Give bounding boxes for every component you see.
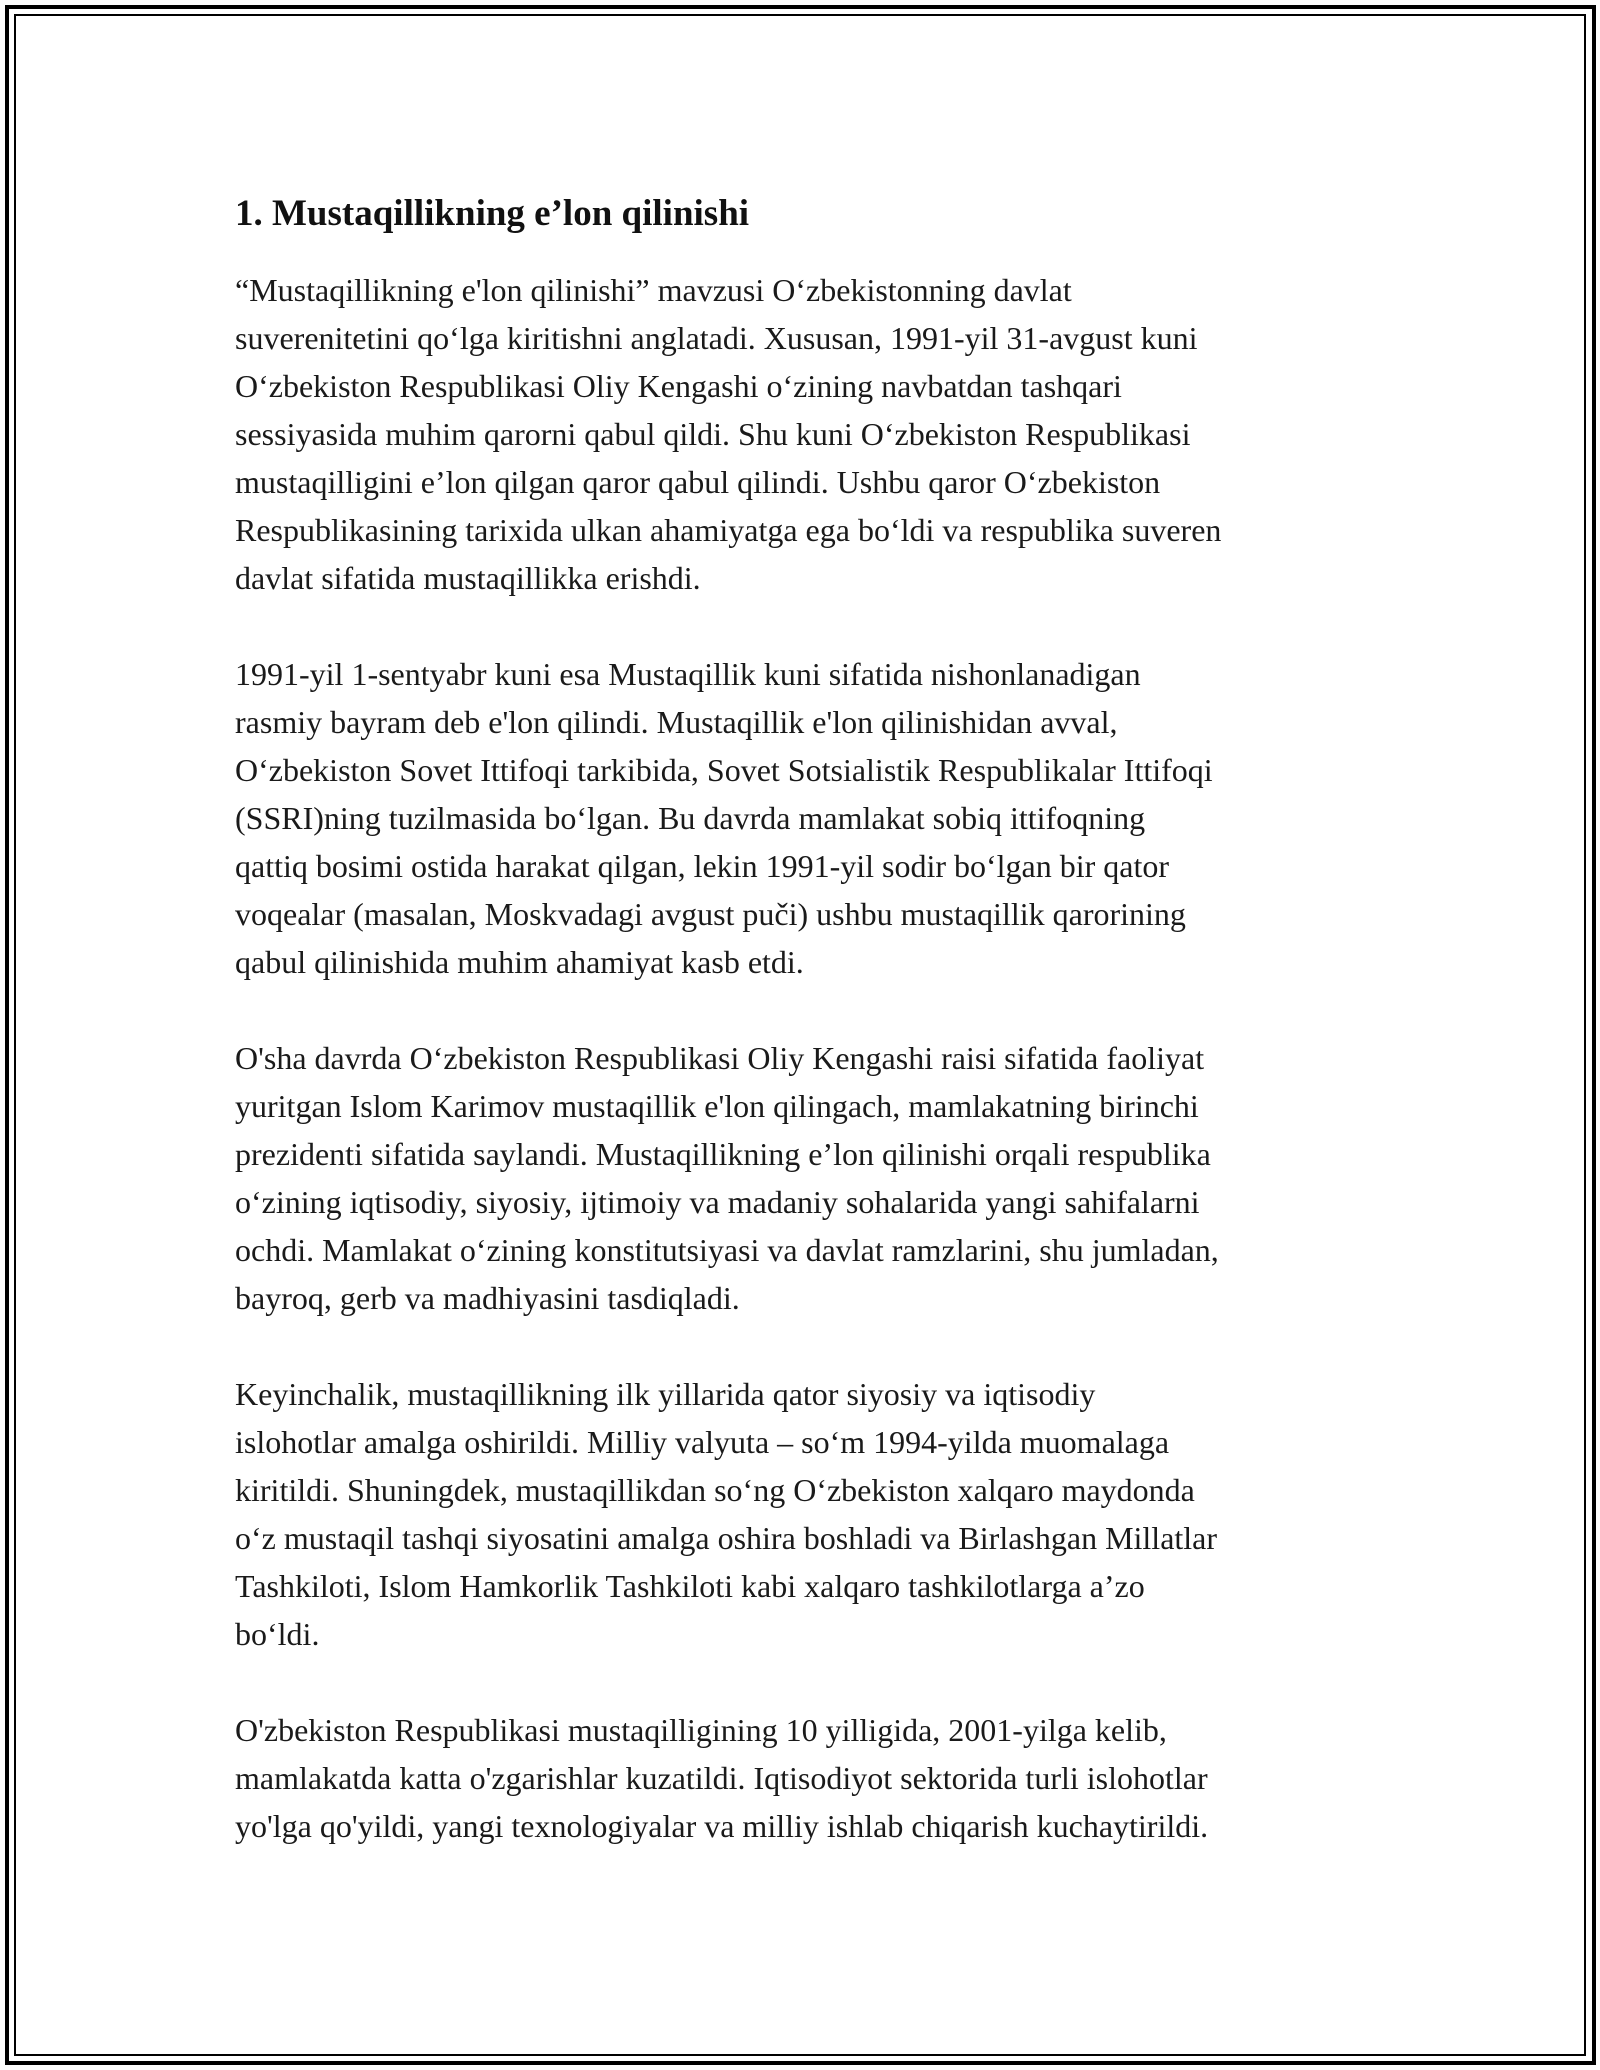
- paragraph-line: O'zbekiston Respublikasi mustaqilligining 10 yilligida, 2001-yilga kelib,: [235, 1712, 1167, 1748]
- paragraph-line: voqealar (masalan, Moskvadagi avgust puči) ushbu mustaqillik qarorining: [235, 896, 1186, 932]
- paragraph-line: O'sha davrda O‘zbekiston Respublikasi Oliy Kengashi raisi sifatida faoliyat: [235, 1040, 1205, 1076]
- document-body: [235, 190, 1375, 1898]
- paragraph-line: mamlakatda katta o'zgarishlar kuzatildi. Iqtisodiyot sektorida turli islohotlar: [235, 1760, 1208, 1796]
- paragraph-line: 1991-yil 1-sentyabr kuni esa Mustaqillik kuni sifatida nishonlanadigan: [235, 656, 1141, 692]
- paragraph-line: islohotlar amalga oshirildi. Milliy valyuta – so‘m 1994-yilda muomalaga: [235, 1424, 1170, 1460]
- paragraph-line: o‘z mustaqil tashqi siyosatini amalga oshira boshladi va Birlashgan Millatlar: [235, 1520, 1218, 1556]
- paragraph-line: o‘zining iqtisodiy, siyosiy, ijtimoiy va madaniy sohalarida yangi sahifalarni: [235, 1184, 1200, 1220]
- paragraph-line: Respublikasining tarixida ulkan ahamiyatga ega bo‘ldi va respublika suveren: [235, 512, 1222, 548]
- paragraph-line: Keyinchalik, mustaqillikning ilk yillarida qator siyosiy va iqtisodiy: [235, 1376, 1096, 1412]
- paragraph-4: [235, 1370, 1375, 1658]
- paragraph-2: [235, 650, 1375, 986]
- paragraph-line: yo'lga qo'yildi, yangi texnologiyalar va milliy ishlab chiqarish kuchaytirildi.: [235, 1808, 1209, 1844]
- paragraph-line: davlat sifatida mustaqillikka erishdi.: [235, 560, 701, 596]
- paragraph-3: [235, 1034, 1375, 1322]
- paragraph-line: suverenitetini qo‘lga kiritishni anglatadi. Xususan, 1991-yil 31-avgust kuni: [235, 320, 1198, 356]
- paragraph-line: ochdi. Mamlakat o‘zining konstitutsiyasi va davlat ramzlarini, shu jumladan,: [235, 1232, 1219, 1268]
- paragraph-line: O‘zbekiston Respublikasi Oliy Kengashi o‘zining navbatdan tashqari: [235, 368, 1122, 404]
- paragraph-line: “Mustaqillikning e'lon qilinishi” mavzusi O‘zbekistonning davlat: [235, 272, 1072, 308]
- paragraph-line: sessiyasida muhim qarorni qabul qildi. Shu kuni O‘zbekiston Respublikasi: [235, 416, 1191, 452]
- paragraph-line: yuritgan Islom Karimov mustaqillik e'lon qilingach, mamlakatning birinchi: [235, 1088, 1199, 1124]
- paragraph-line: prezidenti sifatida saylandi. Mustaqillikning e’lon qilinishi orqali respublika: [235, 1136, 1211, 1172]
- section-heading: 1. Mustaqillikning e’lon qilinishi: [235, 193, 750, 234]
- paragraph-line: mustaqilligini e’lon qilgan qaror qabul qilindi. Ushbu qaror O‘zbekiston: [235, 464, 1161, 500]
- paragraph-line: O‘zbekiston Sovet Ittifoqi tarkibida, Sovet Sotsialistik Respublikalar Ittifoqi: [235, 752, 1213, 788]
- paragraph-line: bo‘ldi.: [235, 1616, 320, 1652]
- paragraph-line: qabul qilinishida muhim ahamiyat kasb etdi.: [235, 944, 804, 980]
- paragraph-line: rasmiy bayram deb e'lon qilindi. Mustaqillik e'lon qilinishidan avval,: [235, 704, 1118, 740]
- paragraph-line: Tashkiloti, Islom Hamkorlik Tashkiloti kabi xalqaro tashkilotlarga a’zo: [235, 1568, 1145, 1604]
- paragraph-line: kiritildi. Shuningdek, mustaqillikdan so‘ng O‘zbekiston xalqaro maydonda: [235, 1472, 1195, 1508]
- paragraph-line: bayroq, gerb va madhiyasini tasdiqladi.: [235, 1280, 740, 1316]
- paragraph-line: qattiq bosimi ostida harakat qilgan, lekin 1991-yil sodir bo‘lgan bir qator: [235, 848, 1170, 884]
- paragraph-line: (SSRI)ning tuzilmasida bo‘lgan. Bu davrda mamlakat sobiq ittifoqning: [235, 800, 1146, 836]
- paragraph-5: [235, 1706, 1375, 1850]
- paragraph-1: [235, 266, 1375, 602]
